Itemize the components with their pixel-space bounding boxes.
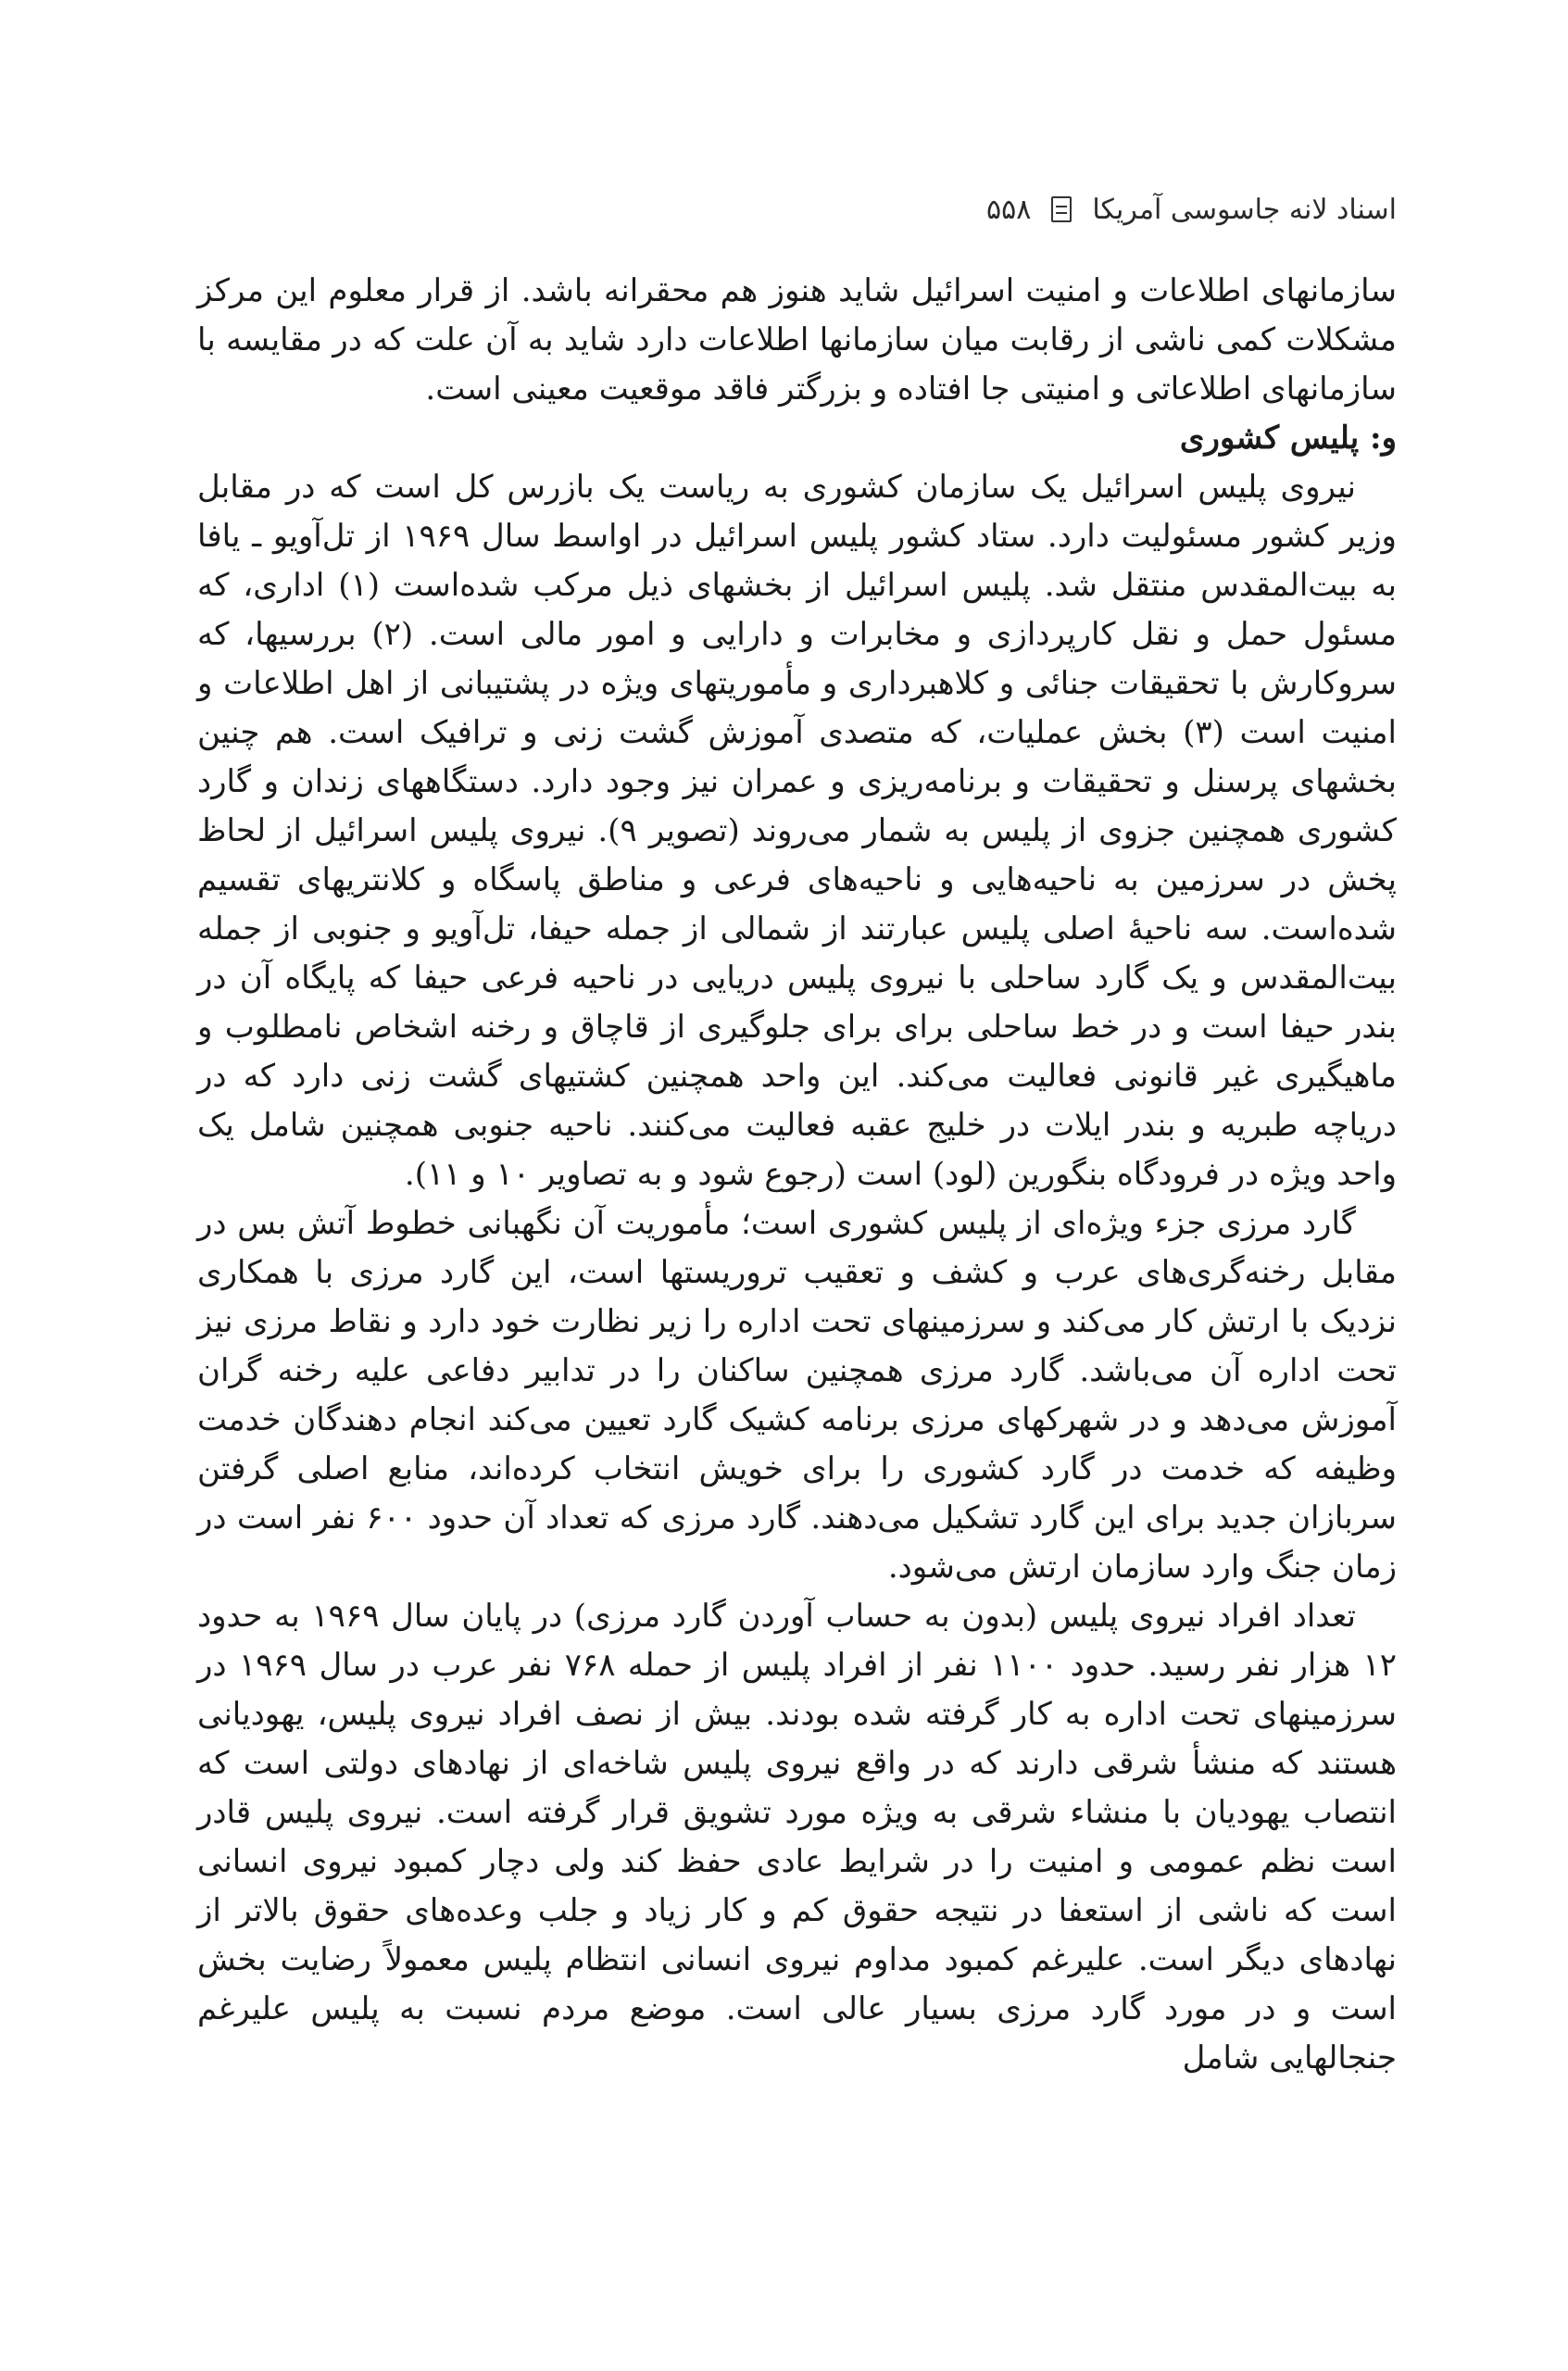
paragraph-police-structure: نیروی پلیس اسرائیل یک سازمان کشوری به ریاست یک بازرس کل است که در مقابل وزیر کشور مسئولیت دارد. ستاد کشور پلیس اسرائیل در اواسط سال ۱۹۶۹ از تل‌آویو ـ یافا به بیت‌المقدس منتقل شد. پلیس اسرائیل از بخشهای ذیل مرکب شده‌است (۱) اداری، که مسئول حمل و نقل کارپردازی و مخابرات و دارایی و امور مالی است. (۲) بررسیها، که سروکارش با تحقیقات جنائی و کلاهبرداری و مأموریتهای ویژه در پشتیبانی از اهل اطلاعات و امنیت است (۳) بخش عملیات، که متصدی آموزش گشت زنی و ترافیک است. هم چنین بخشهای پرسنل و تحقیقات و برنامه‌ریزی و عمران نیز وجود دارد. دستگاههای زندان و گارد کشوری همچنین جزوی از پلیس به شمار می‌روند (تصویر ۹). نیروی پلیس اسرائیل از لحاظ پخش در سرزمین به ناحیه‌هایی و ناحیه‌های فرعی و مناطق پاسگاه و کلانتریهای تقسیم شده‌است. سه ناحیهٔ اصلی پلیس عبارتند از شمالی از جمله حیفا، تل‌آویو و جنوبی از جمله بیت‌المقدس و یک گارد ساحلی با نیروی پلیس دریایی در ناحیه فرعی حیفا که پایگاه آن در بندر حیفا است و در خط ساحلی برای برای جلوگیری از قاچاق و رخنه اشخاص نامطلوب و ماهیگیری غیر قانونی فعالیت می‌کند. این واحد همچنین کشتیهای گشت زنی دارد که در دریاچه طبریه و بندر ایلات در خلیج عقبه فعالیت می‌کنند. ناحیه جنوبی همچنین شامل یک واحد ویژه در فرودگاه بنگورین (لود) است (رجوع شود و به تصاویر ۱۰ و ۱۱). [197, 469, 1398, 1193]
page-number: ۵۵۸ [986, 193, 1032, 226]
paragraph-intro: سازمانهای اطلاعات و امنیت اسرائیل شاید هنوز هم محقرانه باشد. از قرار معلوم این مرکز مشکلات کمی ناشی از رقابت میان سازمانها اطلاعات دارد شاید به آن علت که در مقایسه با سازمانهای اطلاعاتی و امنیتی جا افتاده و بزرگتر فاقد موقعیت معینی است. [197, 272, 1397, 408]
book-icon [1051, 196, 1072, 222]
running-header [171, 182, 1397, 237]
section-heading: و: پلیس کشوری [1179, 420, 1397, 457]
body-text [197, 267, 1397, 2083]
book-title: اسناد لانه جاسوسی آمریکا [1092, 193, 1397, 226]
paragraph-border-guard: گارد مرزی جزء ویژه‌ای از پلیس کشوری است؛ مأموریت آن نگهبانی خطوط آتش بس در مقابل رخنه‌گری‌های عرب و کشف و تعقیب تروریستها است، این گارد مرزی با همکاری نزدیک با ارتش کار می‌کند و سرزمینهای تحت اداره را زیر نظارت خود دارد و نقاط مرزی نیز تحت اداره آن می‌باشد. گارد مرزی همچنین ساکنان را در تدابیر دفاعی علیه رخنه گران آموزش می‌دهد و در شهرکهای مرزی برنامه کشیک گارد تعیین می‌کند انجام دهندگان خدمت وظیفه که خدمت در گارد کشوری را برای خویش انتخاب کرده‌اند، منابع اصلی گرفتن سربازان جدید برای این گارد تشکیل می‌دهند. گارد مرزی که تعداد آن حدود ۶۰۰ نفر است در زمان جنگ وارد سازمان ارتش می‌شود. [197, 1205, 1397, 1586]
paragraph-police-personnel: تعداد افراد نیروی پلیس (بدون به حساب آوردن گارد مرزی) در پایان سال ۱۹۶۹ به حدود ۱۲ هزار نفر رسید. حدود ۱۱۰۰ نفر از افراد پلیس از حمله ۷۶۸ نفر عرب در سال ۱۹۶۹ در سرزمینهای تحت اداره به کار گرفته شده بودند. بیش از نصف افراد نیروی پلیس، یهودیانی هستند که منشأ شرقی دارند که در واقع نیروی پلیس شاخه‌ای از نهادهای دولتی است که انتصاب یهودیان با منشاء شرقی به ویژه مورد تشویق قرار گرفته است. نیروی پلیس قادر است نظم عمومی و امنیت را در شرایط عادی حفظ کند ولی دچار کمبود نیروی انسانی است که ناشی از استعفا در نتیجه حقوق کم و کار زیاد و جلب وعده‌های حقوق بالاتر از نهادهای دیگر است. علیرغم کمبود مداوم نیروی انسانی انتظام پلیس معمولاً رضایت بخش است و در مورد گارد مرزی بسیار عالی است. موضع مردم نسبت به پلیس علیرغم جنجالهایی شامل [197, 1598, 1397, 2076]
